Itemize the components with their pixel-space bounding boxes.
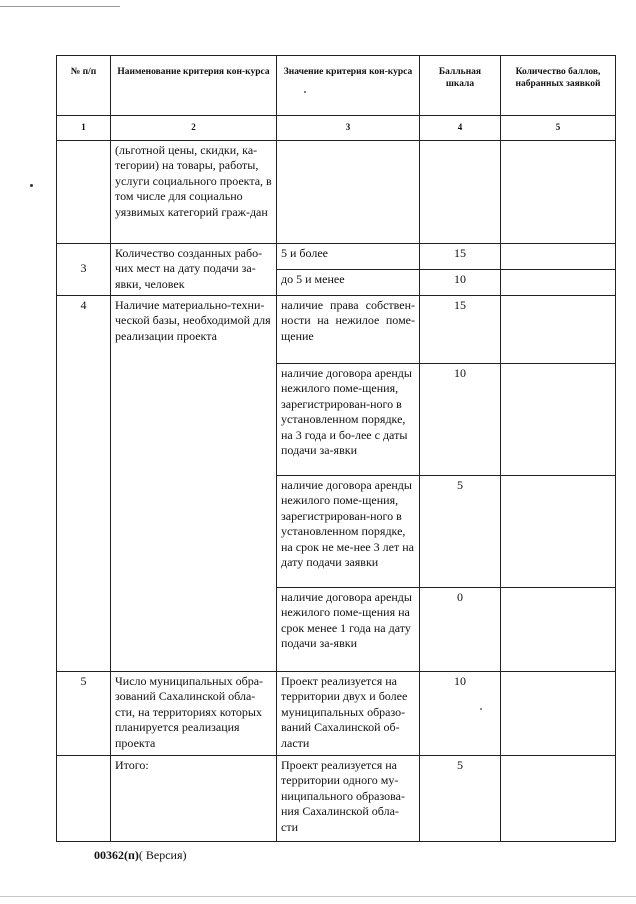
criterion-value: Проект реализуется на территории одного му-ниципального образова-ния Сахалинской обла-сти: [277, 755, 420, 841]
points-cell: [501, 475, 616, 587]
score-value: 15: [420, 295, 501, 363]
header-scale: Балльная шкала: [420, 56, 501, 116]
table-row: [57, 671, 616, 755]
header-points: Количество баллов, набранных заявкой: [501, 56, 616, 116]
table-row: [57, 755, 616, 841]
score-value: 10: [420, 363, 501, 475]
table-row: [57, 295, 616, 363]
criterion-value: наличие договора аренды нежилого поме-щения, зарегистрирован-ного в установленном порядке, на срок не ме-нее 3 лет на дату подачи заявки: [277, 475, 420, 587]
criterion-value: наличие права собствен-ности на нежилое поме-щение: [277, 295, 420, 363]
table-row: [57, 140, 616, 243]
criterion-value: наличие договора аренды нежилого поме-щения на срок менее 1 года на дату подачи за-явки: [277, 587, 420, 671]
criteria-table: [56, 55, 616, 842]
score-value: 10: [420, 671, 501, 755]
criterion-name: Число муниципальных обра-зований Сахалинской обла-сти, на территориях которых планируется реализация проекта: [111, 671, 277, 755]
score-value: 0: [420, 587, 501, 671]
row-num: 4: [57, 295, 111, 671]
points-cell: [501, 671, 616, 755]
points-cell: [501, 587, 616, 671]
header-value: Значение критерия кон-курса: [277, 56, 420, 116]
document-version: ( Версия): [138, 848, 187, 862]
points-cell: [501, 295, 616, 363]
criterion-value: 5 и более: [277, 243, 420, 269]
column-index: 4: [420, 116, 501, 141]
column-index: 2: [111, 116, 277, 141]
table-row: [57, 243, 616, 269]
points-cell: [501, 269, 616, 295]
criterion-name: Наличие материально-техни-ческой базы, необходимой для реализации проекта: [111, 295, 277, 671]
criterion-value: Проект реализуется на территории двух и более муниципальных образо-ваний Сахалинской об-ласти: [277, 671, 420, 755]
document-code: 00362(п): [94, 848, 139, 862]
bottom-rule: [0, 896, 636, 897]
score-value: 5: [420, 755, 501, 841]
column-index-row: [57, 116, 616, 141]
score-value: 15: [420, 243, 501, 269]
row-num: 3: [57, 243, 111, 295]
header-name: Наименование критерия кон-курса: [111, 56, 277, 116]
criterion-name: Количество созданных рабо-чих мест на дату подачи за-явки, человек: [111, 243, 277, 295]
criterion-name: (льготной цены, скидки, ка-тегории) на товары, работы, услуги социального проекта, в том числе для социально уязвимых категорий граж-дан: [111, 140, 277, 243]
row-num: 5: [57, 671, 111, 755]
total-label: Итого:: [111, 755, 277, 841]
score-cell: [420, 140, 501, 243]
column-index: 3: [277, 116, 420, 141]
column-index: 5: [501, 116, 616, 141]
header-num: № п/п: [57, 56, 111, 116]
points-cell: [501, 363, 616, 475]
score-value: 5: [420, 475, 501, 587]
criterion-value: до 5 и менее: [277, 269, 420, 295]
header-row: [57, 56, 616, 116]
criterion-value: наличие договора аренды нежилого поме-щения, зарегистрирован-ного в установленном порядке, на 3 года и бо-лее с даты подачи за-явки: [277, 363, 420, 475]
top-rule: [0, 6, 120, 7]
criterion-value: [277, 140, 420, 243]
points-cell: [501, 140, 616, 243]
scan-mark: [30, 184, 33, 187]
row-num-cell: [57, 140, 111, 243]
points-cell: [501, 243, 616, 269]
document-footer: [94, 848, 187, 863]
points-cell: [501, 755, 616, 841]
row-num-cell: [57, 755, 111, 841]
column-index: 1: [57, 116, 111, 141]
score-value: 10: [420, 269, 501, 295]
